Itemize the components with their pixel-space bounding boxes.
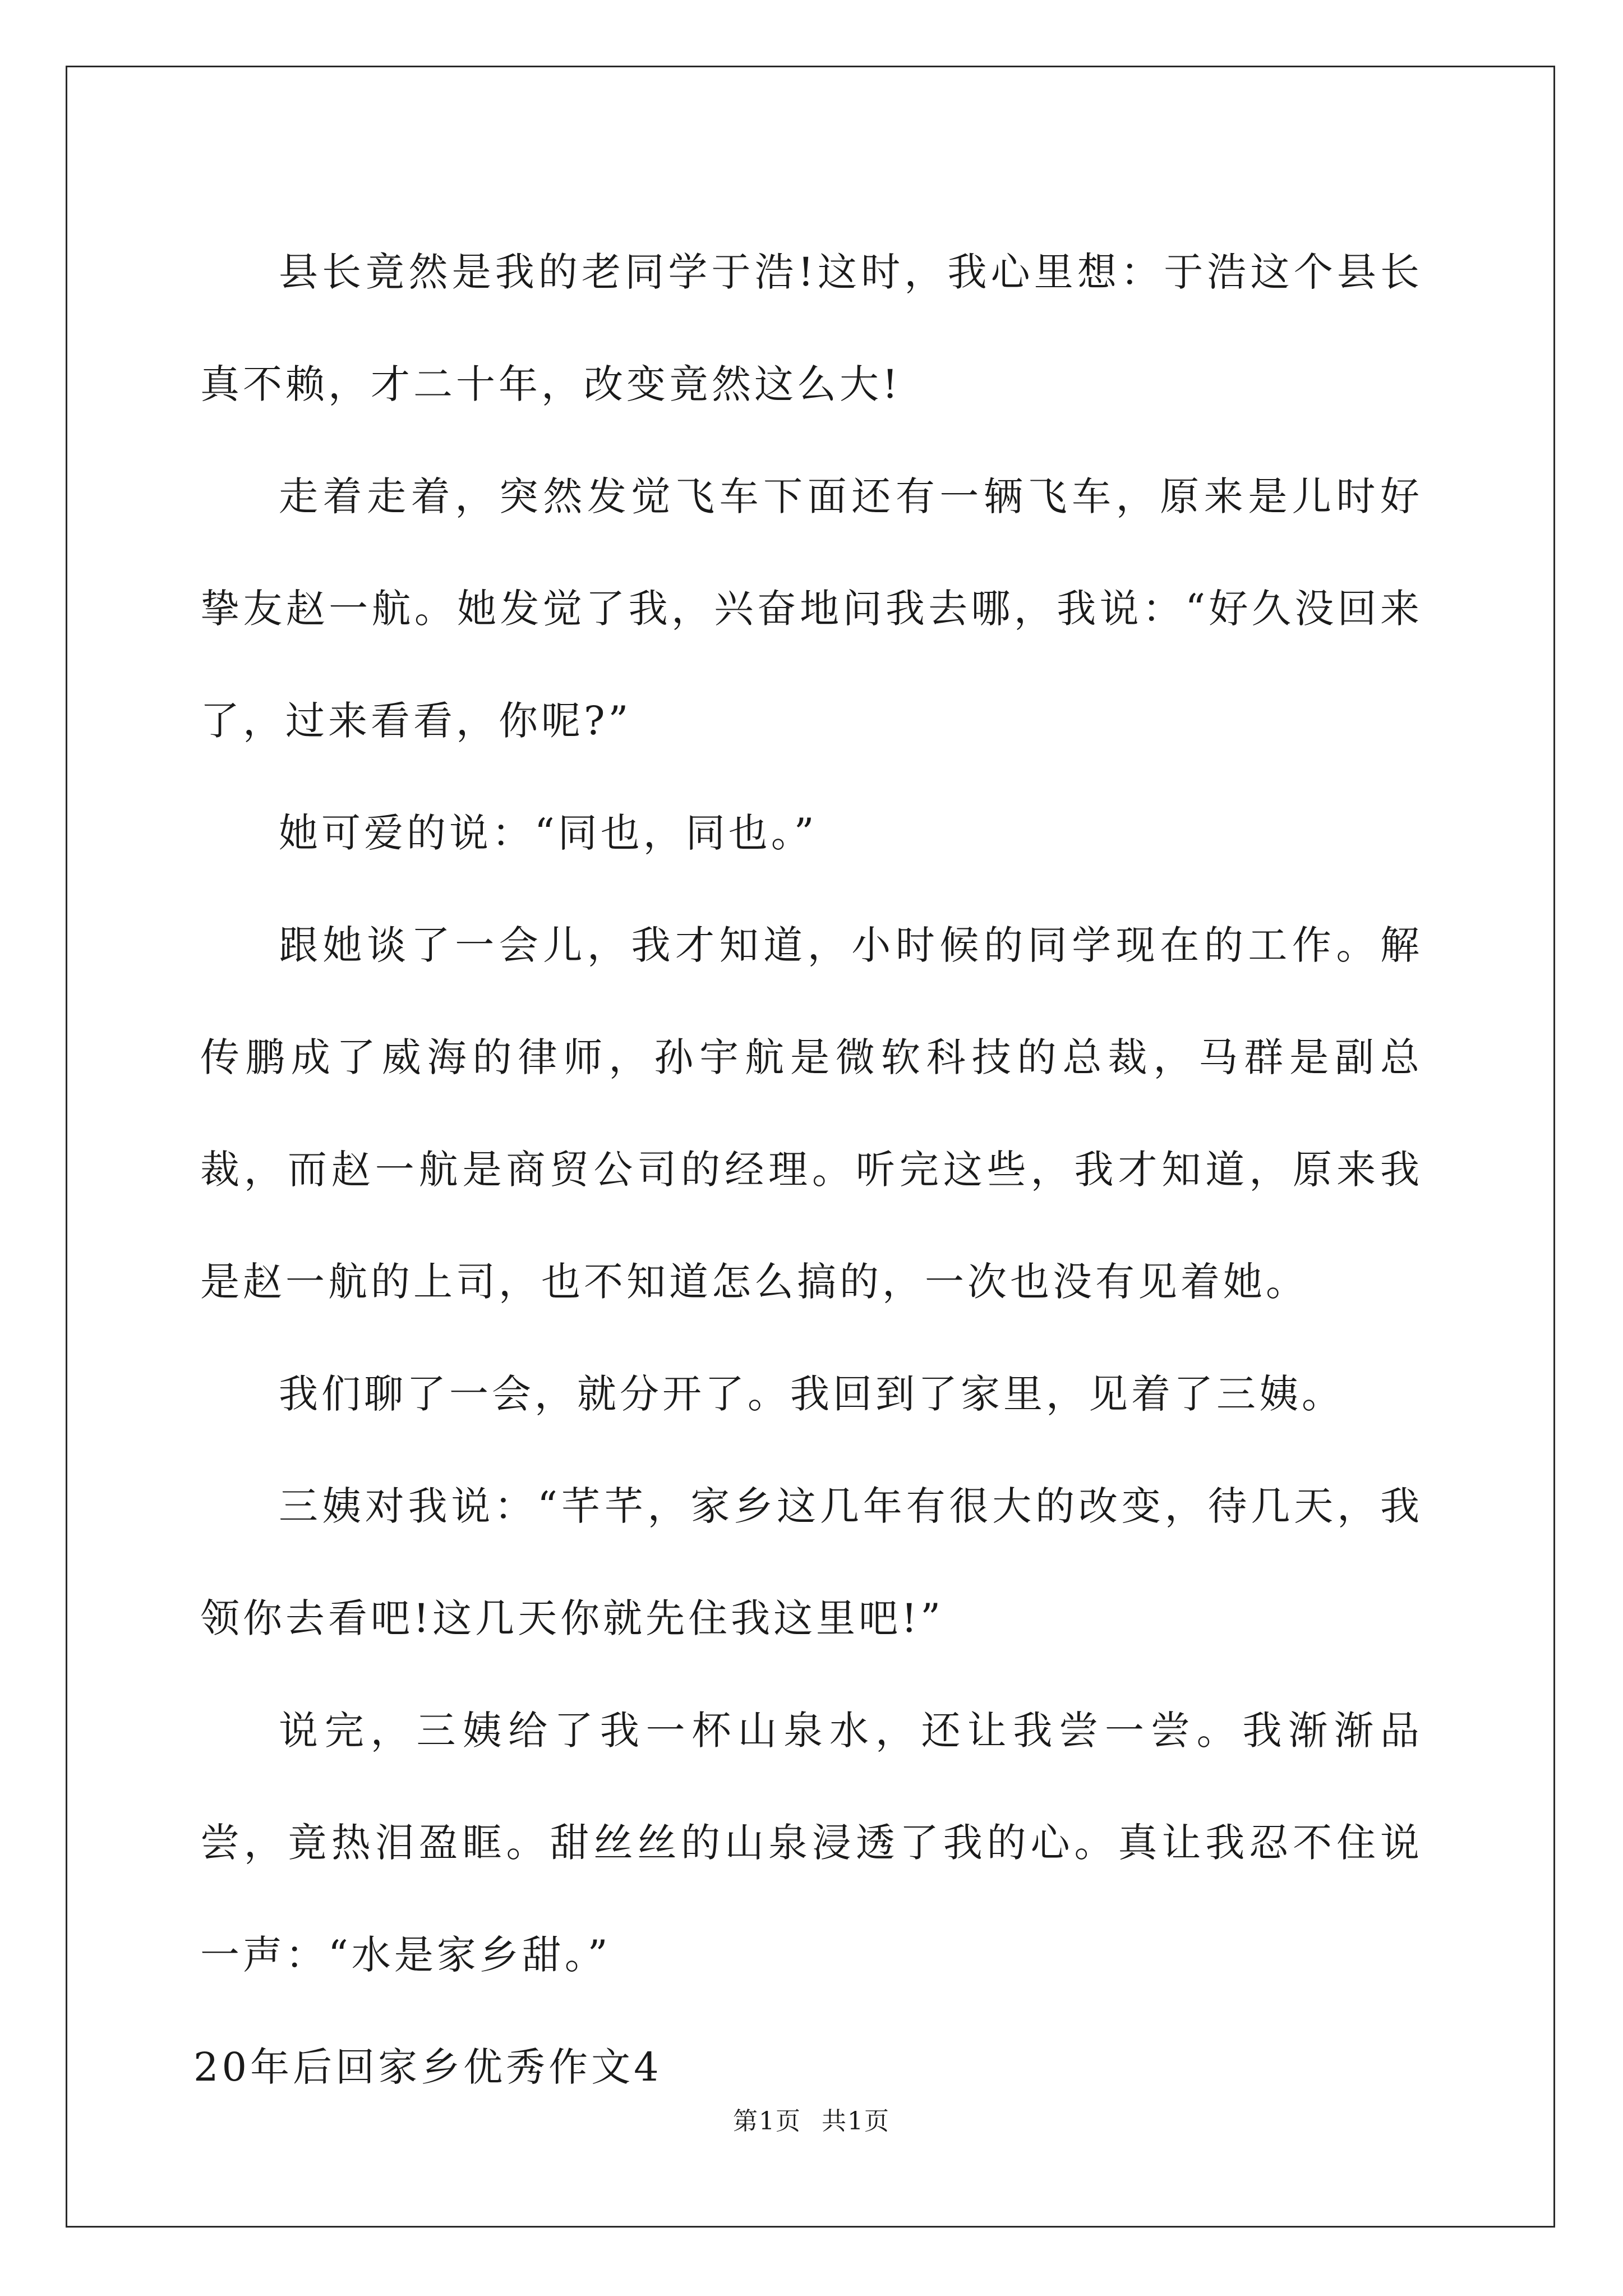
page-footer [0,2101,1623,2137]
document-body [193,216,1423,2123]
paragraph: 走着走着，突然发觉飞车下面还有一辆飞车，原来是儿时好挚友赵一航。她发觉了我，兴奋地问我去哪，我说：“好久没回来了，过来看看，你呢?” [200,473,1423,744]
page-count: 共1页 [822,2107,890,2136]
paragraph: 跟她谈了一会儿，我才知道，小时候的同学现在的工作。解传鹏成了威海的律师，孙宇航是微软科技的总裁，马群是副总裁，而赵一航是商贸公司的经理。听完这些，我才知道，原来我是赵一航的上司，也不知道怎么搞的，一次也没有见着她。 [200,922,1423,1305]
paragraph: 我们聊了一会，就分开了。我回到了家里，见着了三姨。 [279,1371,1344,1417]
page-number: 第1页 [733,2107,801,2136]
paragraph: 她可爱的说：“同也，同也。” [279,810,818,856]
paragraph: 县长竟然是我的老同学于浩!这时，我心里想：于浩这个县长真不赖，才二十年，改变竟然这么大! [200,249,1423,407]
paragraph: 说完，三姨给了我一杯山泉水，还让我尝一尝。我渐渐品尝，竟热泪盈眶。甜丝丝的山泉浸透了我的心。真让我忍不住说一声：“水是家乡甜。” [200,1708,1423,1978]
section-heading: 20年后回家乡优秀作文4 [193,2044,662,2090]
paragraph: 三姨对我说：“芊芊，家乡这几年有很大的改变，待几天，我领你去看吧!这几天你就先住我这里吧!” [200,1483,1423,1641]
